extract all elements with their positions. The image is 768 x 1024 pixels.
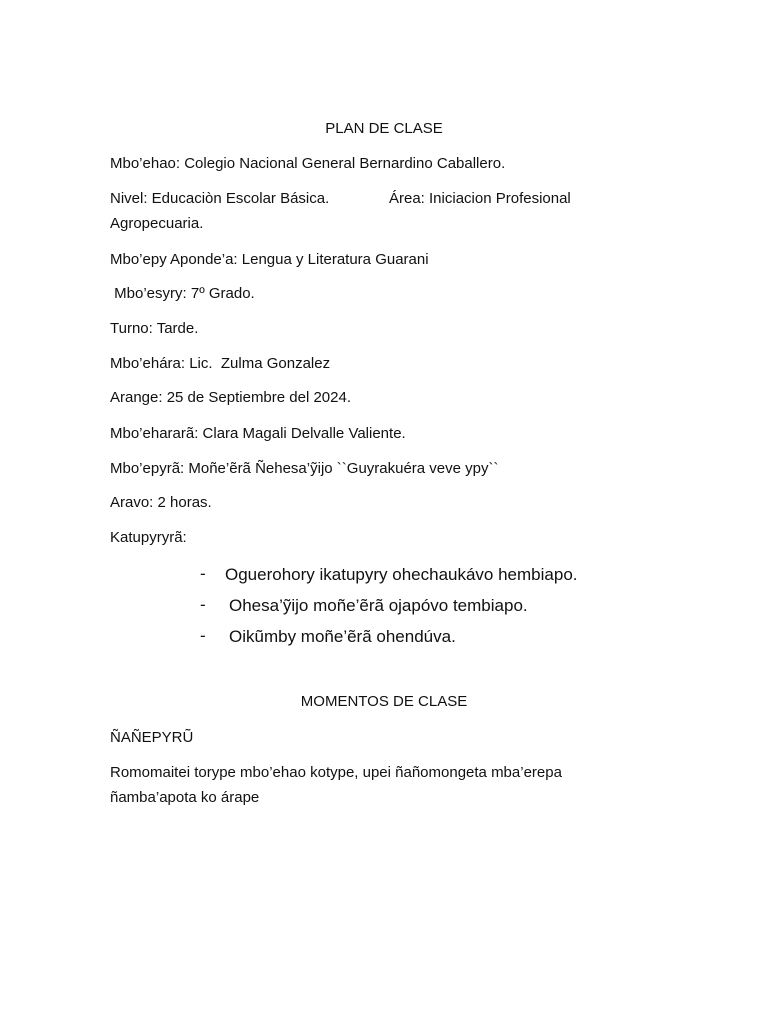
field-katupyryra: Katupyryrã: [110,529,187,546]
bullet-marker: - [200,626,206,645]
field-mboehao: Mbo’ehao: Colegio Nacional General Bernardino Caballero. [110,155,506,172]
field-arange: Arange: 25 de Septiembre del 2024. [110,389,352,406]
field-turno: Turno: Tarde. [110,320,199,337]
section-heading: ÑAÑEPYRŨ [110,729,194,746]
field-area: Área: Iniciacion Profesional [389,190,571,207]
moments-title: MOMENTOS DE CLASE [300,693,468,710]
field-mboepy: Mbo’epy Aponde’a: Lengua y Literatura Guarani [110,251,429,268]
paragraph-line-2: ñamba’apota ko árape [110,789,260,806]
field-nivel: Nivel: Educaciòn Escolar Básica. [110,190,330,207]
bullet-marker: - [200,595,206,614]
field-mboehara: Mbo’ehára: Lic. Zulma Gonzalez [110,355,331,372]
field-mboesyry: Mbo’esyry: 7º Grado. [110,285,255,302]
field-mboepyra: Mbo’epyrã: Moñe’ẽrã Ñehesa’ỹijo ``Guyrakuéra veve ypy`` [110,460,499,477]
field-mboehararã: Mbo’ehararã: Clara Magali Delvalle Valiente. [110,425,406,442]
list-item: Ohesa’ỹijo moñe’ẽrã ojapóvo tembiapo. [229,596,528,615]
bullet-marker: - [200,564,206,583]
list-item: Oikũmby moñe’ẽrã ohendúva. [229,627,456,646]
field-aravo: Aravo: 2 horas. [110,494,212,511]
paragraph-line-1: Romomaitei torype mbo’ehao kotype, upei ñañomongeta mba’erepa [110,764,562,781]
field-area-continuation: Agropecuaria. [110,215,204,232]
list-item: Oguerohory ikatupyry ohechaukávo hembiapo. [225,565,578,584]
document-title: PLAN DE CLASE [325,120,443,137]
